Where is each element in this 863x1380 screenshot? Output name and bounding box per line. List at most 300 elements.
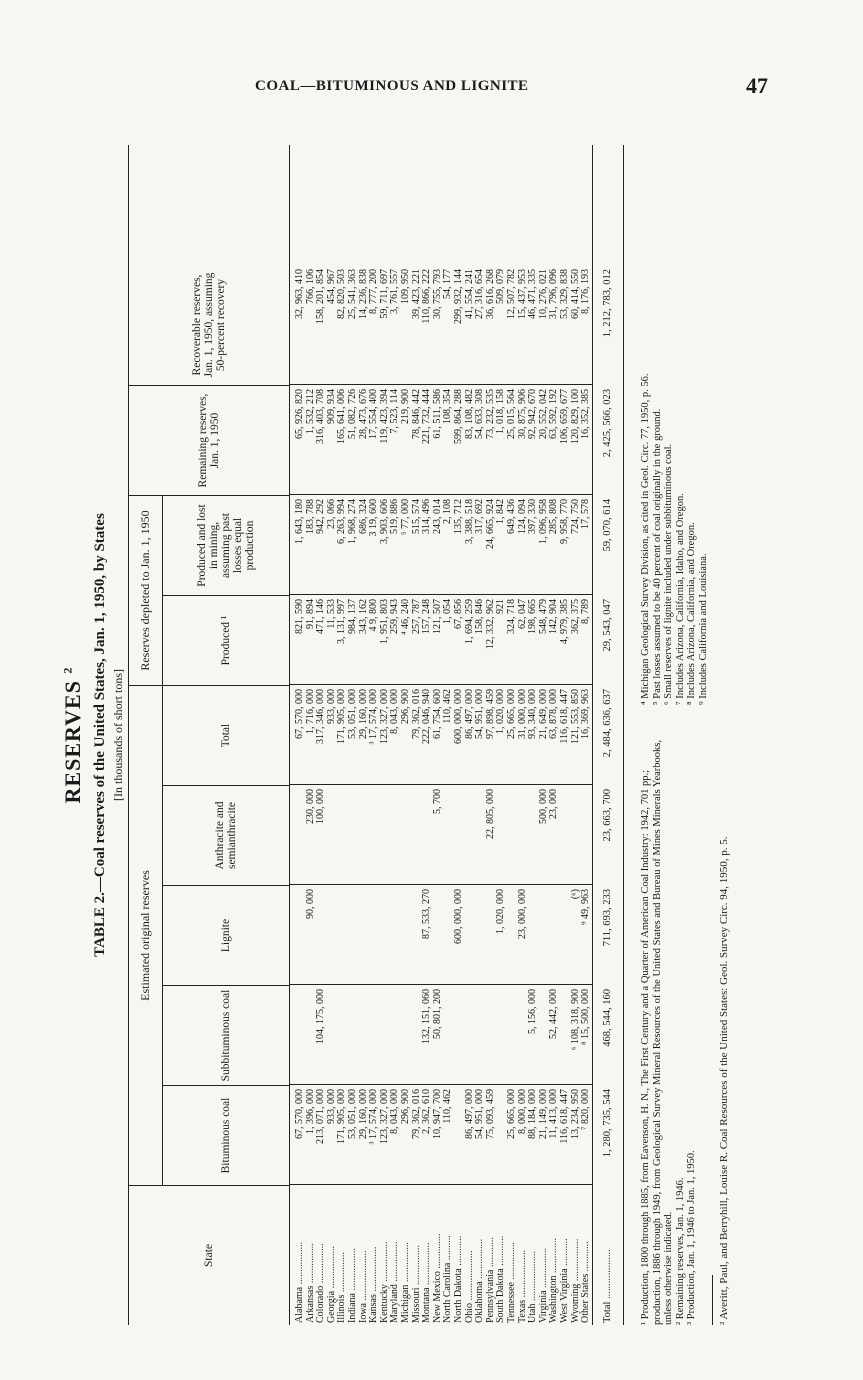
cell-state: Utah .................... xyxy=(527,1251,539,1323)
cell-anth: 23, 663, 700 xyxy=(602,789,613,842)
cell-anth: 230, 000 xyxy=(304,789,316,824)
cell-anth xyxy=(411,789,422,885)
cell-state: Montana ................. xyxy=(421,1242,433,1323)
cell-prodlost: 1, 842 xyxy=(495,499,507,524)
cell-bit: 25, 665, 000 xyxy=(506,1089,517,1139)
section-title-text: RESERVES xyxy=(60,680,85,804)
page-number: 47 xyxy=(746,73,768,98)
cell-lig xyxy=(358,889,369,985)
cell-rem: 73, 232, 535 xyxy=(484,389,496,439)
header-total: Total xyxy=(163,685,289,785)
cell-rec: 60, 414, 550 xyxy=(569,269,581,319)
cell-state: Total ................... xyxy=(602,1249,613,1323)
cell-total: 97, 898, 459 xyxy=(484,689,496,739)
cell-prod: 4, 979, 385 xyxy=(559,599,570,644)
cell-prod: 8, 789 xyxy=(580,599,592,624)
cell-lig xyxy=(379,889,390,985)
cell-bit: 21, 149, 000 xyxy=(537,1089,549,1139)
cell-lig xyxy=(485,889,496,985)
cell-anth xyxy=(442,789,453,885)
section-title xyxy=(60,145,86,1325)
cell-sub xyxy=(559,989,570,1085)
cell-rem: 28, 473, 676 xyxy=(357,389,369,439)
cell-prodlost: 724, 750 xyxy=(569,499,581,534)
cell-lig: 1, 020, 000 xyxy=(495,889,507,934)
cell-total: 86, 497, 000 xyxy=(463,689,475,739)
table-row xyxy=(495,145,506,1325)
table-row xyxy=(358,145,369,1325)
cell-bit: ⁷ 820, 000 xyxy=(580,1089,592,1130)
cell-anth: 22, 805, 000 xyxy=(484,789,496,839)
cell-rem: 54, 633, 308 xyxy=(474,389,486,439)
cell-rec: 109, 950 xyxy=(400,269,411,304)
cell-prodlost: 9, 958, 770 xyxy=(559,499,570,544)
cell-bit: 8, 000, 000 xyxy=(516,1089,528,1134)
cell-sub: 52, 442, 000 xyxy=(548,989,560,1039)
cell-rem: 165, 641, 006 xyxy=(336,389,348,444)
table-row xyxy=(464,145,475,1325)
cell-sub xyxy=(336,989,347,1085)
cell-anth xyxy=(453,789,464,885)
cell-lig: 87, 533, 270 xyxy=(421,889,433,939)
header-state: State xyxy=(129,1185,289,1325)
cell-rec: 32, 963, 410 xyxy=(294,269,305,319)
cell-anth xyxy=(464,789,475,885)
cell-anth xyxy=(506,789,517,885)
cell-prodlost: 515, 574 xyxy=(410,499,422,534)
cell-state: Kansas .................. xyxy=(368,1246,380,1323)
cell-rec: 766, 106 xyxy=(304,269,316,304)
cell-rem: 108, 354 xyxy=(442,389,454,424)
table-row xyxy=(442,145,453,1325)
cell-prod: 1, 951, 803 xyxy=(378,599,390,644)
cell-prodlost: 23, 066 xyxy=(325,499,337,529)
cell-bit: 1, 396, 000 xyxy=(304,1089,316,1134)
cell-prodlost: 317, 692 xyxy=(474,499,486,534)
cell-total: 31, 000, 000 xyxy=(516,689,528,739)
header-recoverable: Recoverable reserves, Jan. 1, 1950, assuming 50-percent recovery xyxy=(191,272,227,378)
cell-rec: 39, 423, 221 xyxy=(410,269,422,319)
cell-rec: 1, 212, 783, 012 xyxy=(602,269,613,338)
cell-anth xyxy=(326,789,337,885)
header-produced-lost: Produced and lost in mining, assuming past losses equal production xyxy=(163,495,289,595)
cell-prod: 29, 543, 047 xyxy=(602,599,613,652)
cell-rec: 110, 866, 222 xyxy=(421,269,433,324)
cell-state: Arkansas ................ xyxy=(304,1243,316,1323)
cell-bit: 75, 093, 459 xyxy=(484,1089,496,1139)
cell-state: West Virginia ........... xyxy=(559,1238,570,1323)
cell-total: 1, 716, 000 xyxy=(304,689,316,734)
cell-rem: 51, 082, 726 xyxy=(347,389,358,439)
cell-rec: 10, 276, 021 xyxy=(537,269,549,319)
cell-bit: 123, 327, 000 xyxy=(378,1089,390,1144)
cell-anth xyxy=(389,789,400,885)
table-row xyxy=(485,145,496,1325)
cell-lig xyxy=(400,889,411,985)
cell-state: Oklahoma ................ xyxy=(474,1238,486,1323)
cell-rec: 509, 079 xyxy=(495,269,507,304)
table-row xyxy=(570,145,581,1325)
cell-prod: 471, 146 xyxy=(315,599,327,634)
cell-lig xyxy=(559,889,570,985)
cell-rec: 31, 796, 096 xyxy=(548,269,560,319)
cell-anth xyxy=(294,789,305,885)
cell-lig: ⁹ 49, 963 xyxy=(580,889,592,925)
cell-state: Colorado ................ xyxy=(315,1243,327,1323)
header-estimated-group: Estimated original reserves xyxy=(129,685,163,1185)
cell-lig xyxy=(474,889,485,985)
cell-prod: 821, 590 xyxy=(294,599,305,634)
cell-lig xyxy=(336,889,347,985)
cell-prodlost: ⁵ 77, 000 xyxy=(400,499,411,535)
cell-sub: 50, 801, 200 xyxy=(431,989,443,1039)
cell-bit: 296, 900 xyxy=(400,1089,411,1124)
cell-sub xyxy=(464,989,475,1085)
table-row xyxy=(368,145,379,1325)
cell-prod: 158, 846 xyxy=(474,599,486,634)
cell-sub: 132, 151, 060 xyxy=(421,989,433,1044)
cell-anth xyxy=(368,789,379,885)
cell-rem: 221, 732, 444 xyxy=(421,389,433,444)
footnote: ⁸ Includes Arizona, California, and Oregon. xyxy=(686,522,697,705)
cell-state: Michigan ................ xyxy=(400,1242,411,1323)
cell-sub xyxy=(517,989,528,1085)
cell-lig xyxy=(432,889,443,985)
cell-bit: 53, 051, 000 xyxy=(347,1089,358,1139)
cell-prod: 343, 162 xyxy=(357,599,369,634)
cell-prod: 12, 332, 962 xyxy=(484,599,496,649)
cell-bit: 1, 280, 735, 544 xyxy=(602,1089,613,1158)
cell-state: New Mexico .............. xyxy=(431,1233,443,1323)
table-row xyxy=(474,145,485,1325)
cell-bit: ³ 17, 574, 000 xyxy=(368,1089,380,1145)
cell-sub: ⁶ 108, 318, 900 xyxy=(569,989,581,1050)
footnote: ⁹ Includes California and Louisiana. xyxy=(697,553,709,705)
cell-prodlost: 519, 886 xyxy=(389,499,401,534)
cell-prodlost: 686, 324 xyxy=(357,499,369,534)
table-row xyxy=(538,145,549,1325)
cell-state: Washington .............. xyxy=(548,1237,560,1323)
cell-rec: 8, 176, 193 xyxy=(580,269,592,314)
cell-total: 63, 878, 000 xyxy=(548,689,560,739)
cell-rem: 119, 423, 394 xyxy=(378,389,390,444)
cell-anth xyxy=(495,789,506,885)
table-row xyxy=(294,145,305,1325)
cell-rem: 120, 829, 100 xyxy=(569,389,581,444)
cell-prod: 62, 047 xyxy=(516,599,528,629)
table-row xyxy=(527,145,538,1325)
cell-lig xyxy=(347,889,358,985)
table-row xyxy=(421,145,432,1325)
cell-state: South Dakota ............ xyxy=(495,1235,507,1323)
cell-lig xyxy=(442,889,453,985)
cell-rec: 54, 177 xyxy=(442,269,454,299)
cell-rem: 20, 552, 042 xyxy=(537,389,549,439)
table-header xyxy=(129,145,290,1325)
cell-bit: 29, 160, 000 xyxy=(357,1089,369,1139)
cell-rem: 17, 554, 400 xyxy=(368,389,380,439)
cell-lig xyxy=(315,889,326,985)
cell-total: 110, 462 xyxy=(442,689,454,724)
cell-sub xyxy=(474,989,485,1085)
cell-lig: 600, 000, 000 xyxy=(453,889,464,944)
cell-prod: 67, 856 xyxy=(453,599,464,629)
cell-total: 121, 553, 850 xyxy=(569,689,581,744)
cell-prod: 121, 507 xyxy=(431,599,443,634)
cell-rec: 27, 316, 654 xyxy=(474,269,486,319)
cell-total: 79, 362, 016 xyxy=(410,689,422,739)
footnote: ⁷ Includes Arizona, California, Idaho, and Oregon. xyxy=(674,493,686,705)
cell-prodlost: 124, 094 xyxy=(516,499,528,534)
cell-lig xyxy=(368,889,379,985)
cell-sub: 104, 175, 000 xyxy=(315,989,327,1044)
cell-state: Other States ............ xyxy=(580,1241,592,1323)
cell-rec: 53, 329, 838 xyxy=(559,269,570,319)
cell-prod: 984, 137 xyxy=(347,599,358,634)
cell-sub: ⁸ 15, 500, 000 xyxy=(580,989,592,1045)
cell-rec: 25, 541, 363 xyxy=(347,269,358,319)
cell-rec: 59, 711, 697 xyxy=(378,269,390,319)
cell-sub xyxy=(538,989,549,1085)
cell-lig xyxy=(464,889,475,985)
cell-prod: 198, 665 xyxy=(527,599,539,634)
cell-state: Maryland ................ xyxy=(389,1241,401,1323)
reserves-table xyxy=(128,145,624,1325)
table-row xyxy=(559,145,570,1325)
cell-lig xyxy=(506,889,517,985)
cell-rem: 316, 403, 708 xyxy=(315,389,327,444)
footnotes-right xyxy=(640,145,709,705)
footnote: ¹ Production, 1800 through 1885, from Eavenson, H. N., The First Century and a Quarter of American Coal Industry: 1942, 701 pp.; production, 1886 through 1949, from Geological Survey Mineral Resources of the United States and Bureau of Mines Minerals Yearbooks, unless otherwise indicated. xyxy=(640,740,674,1325)
cell-anth xyxy=(474,789,485,885)
header-anthracite: Anthracite and semianthracite xyxy=(163,785,289,885)
cell-rem: 92, 942, 670 xyxy=(527,389,539,439)
cell-bit: 11, 413, 000 xyxy=(548,1089,560,1139)
cell-lig xyxy=(527,889,538,985)
cell-anth: 23, 000 xyxy=(548,789,560,819)
cell-total: 317, 346, 000 xyxy=(315,689,327,744)
cell-rem: 61, 511, 586 xyxy=(431,389,443,439)
cell-lig xyxy=(538,889,549,985)
cell-total: 25, 665, 000 xyxy=(506,689,517,739)
cell-lig: 90, 000 xyxy=(304,889,316,919)
source-note: ² Averitt, Paul, and Berryhill, Louise R. Coal Resources of the United States: Geol. Survey Circ. 94, 1950, p. 5. xyxy=(718,836,730,1325)
cell-prod: 548, 479 xyxy=(537,599,549,634)
cell-prod: 259, 943 xyxy=(389,599,401,634)
cell-sub xyxy=(389,989,400,1085)
cell-rec: 14, 236, 838 xyxy=(357,269,369,319)
cell-bit: 86, 497, 000 xyxy=(463,1089,475,1139)
cell-total: 1, 020, 000 xyxy=(495,689,507,734)
cell-prodlost: 135, 712 xyxy=(453,499,464,534)
running-head: COAL—BITUMINOUS AND LIGNITE xyxy=(255,78,529,94)
cell-rem: 1, 018, 158 xyxy=(495,389,507,434)
cell-lig xyxy=(294,889,305,985)
header-remaining: Remaining reserves, Jan. 1, 1950 xyxy=(129,385,289,495)
cell-sub: 468, 544, 160 xyxy=(602,989,613,1047)
cell-state: Wyoming ................. xyxy=(569,1238,581,1323)
cell-bit: 54, 951, 000 xyxy=(474,1089,486,1139)
cell-bit: 116, 618, 447 xyxy=(559,1089,570,1144)
cell-prodlost: 59, 070, 614 xyxy=(602,499,613,552)
cell-prodlost: 3 19, 600 xyxy=(368,499,380,537)
table-row xyxy=(432,145,443,1325)
header-bituminous: Bituminous coal xyxy=(163,1085,289,1185)
cell-anth xyxy=(347,789,358,885)
cell-state: Tennessee ............... xyxy=(506,1242,517,1323)
cell-rec: 3, 761, 557 xyxy=(389,269,401,314)
cell-bit: 213, 071, 000 xyxy=(315,1089,327,1144)
cell-lig xyxy=(548,889,559,985)
cell-bit: 2, 362, 610 xyxy=(421,1089,433,1134)
cell-prodlost: 24, 665, 924 xyxy=(484,499,496,549)
cell-anth xyxy=(570,789,581,885)
cell-total: 54, 951, 000 xyxy=(474,689,486,739)
cell-prod: 11, 533 xyxy=(325,599,337,629)
cell-total: 2, 484, 636, 637 xyxy=(602,689,613,758)
table-row xyxy=(379,145,390,1325)
cell-prod: 324, 718 xyxy=(506,599,517,634)
footnote: ⁵ Past losses assumed to be 40 percent of coal originally in the ground. xyxy=(651,408,663,705)
footnote: ⁴ Michigan Geological Survey Division, as cited in Geol. Circ. 77, 1950, p. 56. xyxy=(640,373,651,705)
cell-prodlost: 183, 788 xyxy=(304,499,316,534)
table-row xyxy=(315,145,326,1325)
cell-state: Missouri ................ xyxy=(410,1244,422,1323)
cell-bit xyxy=(453,1089,464,1185)
cell-total: 222, 046, 940 xyxy=(421,689,433,744)
cell-total: 600, 000, 000 xyxy=(453,689,464,744)
cell-sub xyxy=(305,989,316,1085)
cell-sub xyxy=(506,989,517,1085)
cell-rem: 2, 425, 566, 023 xyxy=(602,389,613,458)
cell-anth: 500, 000 xyxy=(537,789,549,824)
cell-rec: 15, 437, 953 xyxy=(516,269,528,319)
cell-bit xyxy=(495,1089,506,1185)
cell-total: 93, 340, 000 xyxy=(527,689,539,739)
table-row xyxy=(347,145,358,1325)
header-produced: Produced ¹ xyxy=(163,595,289,685)
cell-prodlost: 243, 014 xyxy=(431,499,443,534)
table-units: [In thousands of short tons] xyxy=(111,669,125,801)
cell-sub xyxy=(368,989,379,1085)
cell-rem: 25, 015, 564 xyxy=(506,389,517,439)
cell-state: Georgia ................. xyxy=(325,1245,337,1323)
cell-anth xyxy=(559,789,570,885)
cell-rem: 63, 592, 192 xyxy=(548,389,560,439)
cell-rem: 106, 659, 677 xyxy=(559,389,570,444)
cell-prodlost: 1, 968, 274 xyxy=(347,499,358,544)
cell-prodlost: 17, 578 xyxy=(580,499,592,529)
table-row xyxy=(506,145,517,1325)
cell-prod: 157, 248 xyxy=(421,599,433,634)
footnote-rule xyxy=(712,1275,713,1325)
cell-state: North Carolina .......... xyxy=(442,1235,454,1323)
cell-lig xyxy=(411,889,422,985)
cell-prod: 1, 054 xyxy=(442,599,454,624)
cell-rem: 219, 900 xyxy=(400,389,411,424)
cell-lig: 23, 000, 000 xyxy=(516,889,528,939)
cell-bit: 67, 570, 000 xyxy=(294,1089,305,1139)
cell-sub xyxy=(326,989,337,1085)
cell-sub xyxy=(400,989,411,1085)
cell-rec: 12, 507, 782 xyxy=(506,269,517,319)
cell-prodlost: 6, 263, 994 xyxy=(336,499,348,544)
cell-rem: 909, 934 xyxy=(325,389,337,424)
cell-bit: 13, 234, 950 xyxy=(569,1089,581,1139)
cell-lig: (⁶) xyxy=(569,889,581,900)
header-depleted-group: Reserves depleted to Jan. 1, 1950 xyxy=(129,495,163,685)
cell-rec: 299, 932, 144 xyxy=(453,269,464,324)
cell-rem: 83, 108, 482 xyxy=(463,389,475,439)
cell-prodlost: 2, 108 xyxy=(442,499,454,524)
cell-bit: 933, 000 xyxy=(325,1089,337,1124)
cell-prod: 142, 904 xyxy=(548,599,560,634)
cell-total: 933, 000 xyxy=(325,689,337,724)
cell-anth: 100, 000 xyxy=(315,789,327,824)
cell-prodlost: 397, 330 xyxy=(527,499,539,534)
table-row xyxy=(453,145,464,1325)
rotated-page-content xyxy=(60,115,760,1325)
table-row xyxy=(548,145,559,1325)
cell-total: 123, 327, 000 xyxy=(378,689,390,744)
cell-rec: 41, 554, 241 xyxy=(463,269,475,319)
cell-state: Ohio .................... xyxy=(463,1250,475,1323)
cell-rem: 65, 926, 820 xyxy=(294,389,305,439)
cell-bit: 88, 184, 000 xyxy=(527,1089,539,1139)
cell-sub xyxy=(347,989,358,1085)
cell-prod: 921 xyxy=(495,599,507,614)
cell-lig xyxy=(389,889,400,985)
cell-anth xyxy=(400,789,411,885)
cell-state: Illinois ................ xyxy=(336,1252,348,1323)
cell-rec: 30, 755, 793 xyxy=(431,269,443,319)
cell-anth xyxy=(527,789,538,885)
cell-state: North Dakota ............ xyxy=(453,1235,464,1323)
cell-prodlost: 314, 496 xyxy=(421,499,433,534)
footnotes-left xyxy=(640,725,698,1325)
cell-state: Indiana ................. xyxy=(347,1248,358,1323)
cell-rem: 78, 846, 442 xyxy=(410,389,422,439)
total-row xyxy=(592,145,623,1325)
cell-rec: 82, 820, 503 xyxy=(336,269,348,319)
cell-rem: 16, 352, 385 xyxy=(580,389,592,439)
table-title: TABLE 2.—Coal reserves of the United States, Jan. 1, 1950, by States xyxy=(92,513,108,957)
cell-bit: 110, 462 xyxy=(442,1089,454,1124)
cell-total: 61, 754, 600 xyxy=(431,689,443,739)
cell-sub xyxy=(379,989,390,1085)
cell-total: 67, 570, 000 xyxy=(294,689,305,739)
cell-sub xyxy=(495,989,506,1085)
table-row xyxy=(336,145,347,1325)
cell-rec: 46, 471, 335 xyxy=(527,269,539,319)
cell-total: 116, 618, 447 xyxy=(559,689,570,744)
cell-rec: 158, 201, 854 xyxy=(315,269,327,324)
cell-state: Texas ................... xyxy=(516,1249,528,1323)
cell-rem: 599, 864, 288 xyxy=(453,389,464,444)
footnote: ⁶ Small reserves of lignite included under subbituminous coal. xyxy=(663,443,674,705)
cell-prodlost: 1, 643, 180 xyxy=(294,499,305,544)
cell-prodlost: 3, 388, 518 xyxy=(463,499,475,544)
cell-rem: 30, 875, 906 xyxy=(516,389,528,439)
table-row xyxy=(411,145,422,1325)
cell-prodlost: 3, 903, 606 xyxy=(378,499,390,544)
table-row xyxy=(580,145,591,1325)
cell-anth: 5, 700 xyxy=(431,789,443,814)
footnote: ³ Production, Jan. 1, 1946 to Jan. 1, 1950. xyxy=(686,1150,697,1325)
table-row xyxy=(517,145,528,1325)
cell-sub xyxy=(453,989,464,1085)
table-row xyxy=(305,145,316,1325)
